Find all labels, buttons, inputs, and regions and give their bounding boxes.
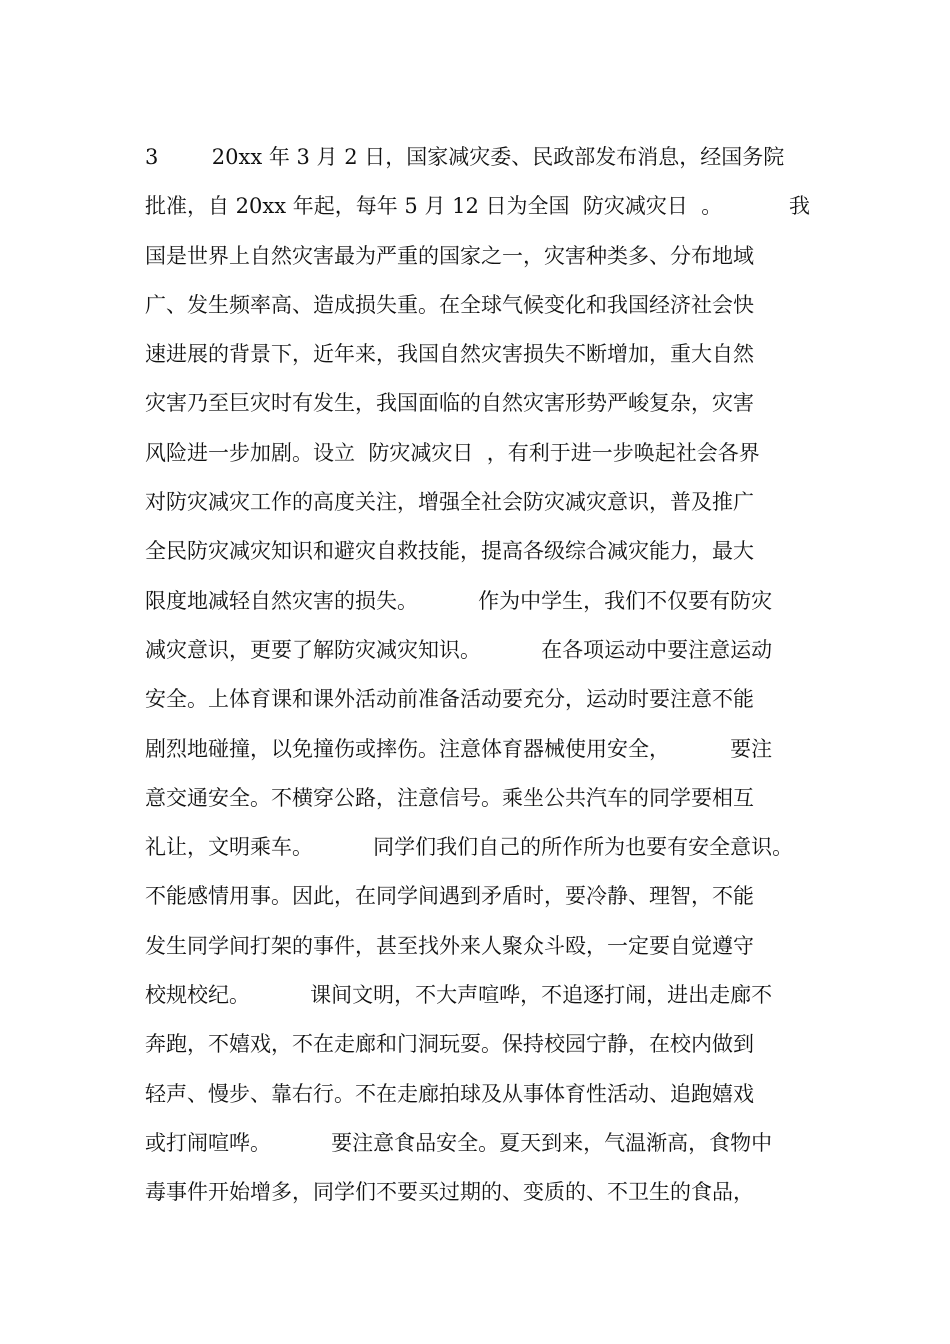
text-line: 校规校纪。 课间文明，不大声喧哗，不追逐打闹，进出走廊不 — [145, 983, 773, 1008]
text-line: 剧烈地碰撞，以免撞伤或摔伤。注意体育器械使用安全， 要注 — [145, 736, 773, 761]
text-line: 广、发生频率高、造成损失重。在全球气候变化和我国经济社会快 — [145, 292, 754, 317]
text-line: 礼让，文明乘车。 同学们我们自己的所作所为也要有安全意识。 — [145, 835, 794, 860]
text-line: 发生同学间打架的事件，甚至找外来人聚众斗殴，一定要自觉遵守 — [145, 933, 754, 958]
text-line: 奔跑，不嬉戏，不在走廊和门洞玩耍。保持校园宁静，在校内做到 — [145, 1032, 754, 1057]
text-line: 对防灾减灾工作的高度关注，增强全社会防灾减灾意识，普及推广 — [145, 490, 754, 515]
text-line: 不能感情用事。因此，在同学间遇到矛盾时，要冷静、理智，不能 — [145, 884, 754, 909]
text-line: 风险进一步加剧。设立 防灾减灾日 ，有利于进一步唤起社会各界 — [145, 440, 760, 465]
text-line: 轻声、慢步、靠右行。不在走廊拍球及从事体育性活动、追跑嬉戏 — [145, 1081, 754, 1106]
text-line: 意交通安全。不横穿公路，注意信号。乘坐公共汽车的同学要相互 — [145, 785, 754, 810]
text-line: 毒事件开始增多，同学们不要买过期的、变质的、不卫生的食品， — [145, 1180, 754, 1205]
text-line: 灾害乃至巨灾时有发生，我国面临的自然灾害形势严峻复杂，灾害 — [145, 391, 754, 416]
text-line: 安全。上体育课和课外活动前准备活动要充分，运动时要注意不能 — [145, 687, 754, 712]
text-line: 限度地减轻自然灾害的损失。 作为中学生，我们不仅要有防灾 — [145, 588, 773, 613]
text-line: 速进展的背景下，近年来，我国自然灾害损失不断增加，重大自然 — [145, 342, 754, 367]
text-line: 3 20xx 年 3 月 2 日，国家减灾委、民政部发布消息，经国务院 — [145, 145, 785, 169]
text-line: 全民防灾减灾知识和避灾自救技能，提高各级综合减灾能力，最大 — [145, 539, 754, 564]
text-line: 减灾意识，更要了解防灾减灾知识。 在各项运动中要注意运动 — [145, 637, 773, 662]
text-line: 批准，自 20xx 年起，每年 5 月 12 日为全国 防灾减灾日 。 我 — [145, 194, 810, 219]
text-line: 或打闹喧哗。 要注意食品安全。夏天到来，气温渐高，食物中 — [145, 1130, 773, 1155]
body-text — [145, 133, 825, 1218]
text-line: 国是世界上自然灾害最为严重的国家之一，灾害种类多、分布地域 — [145, 243, 754, 268]
